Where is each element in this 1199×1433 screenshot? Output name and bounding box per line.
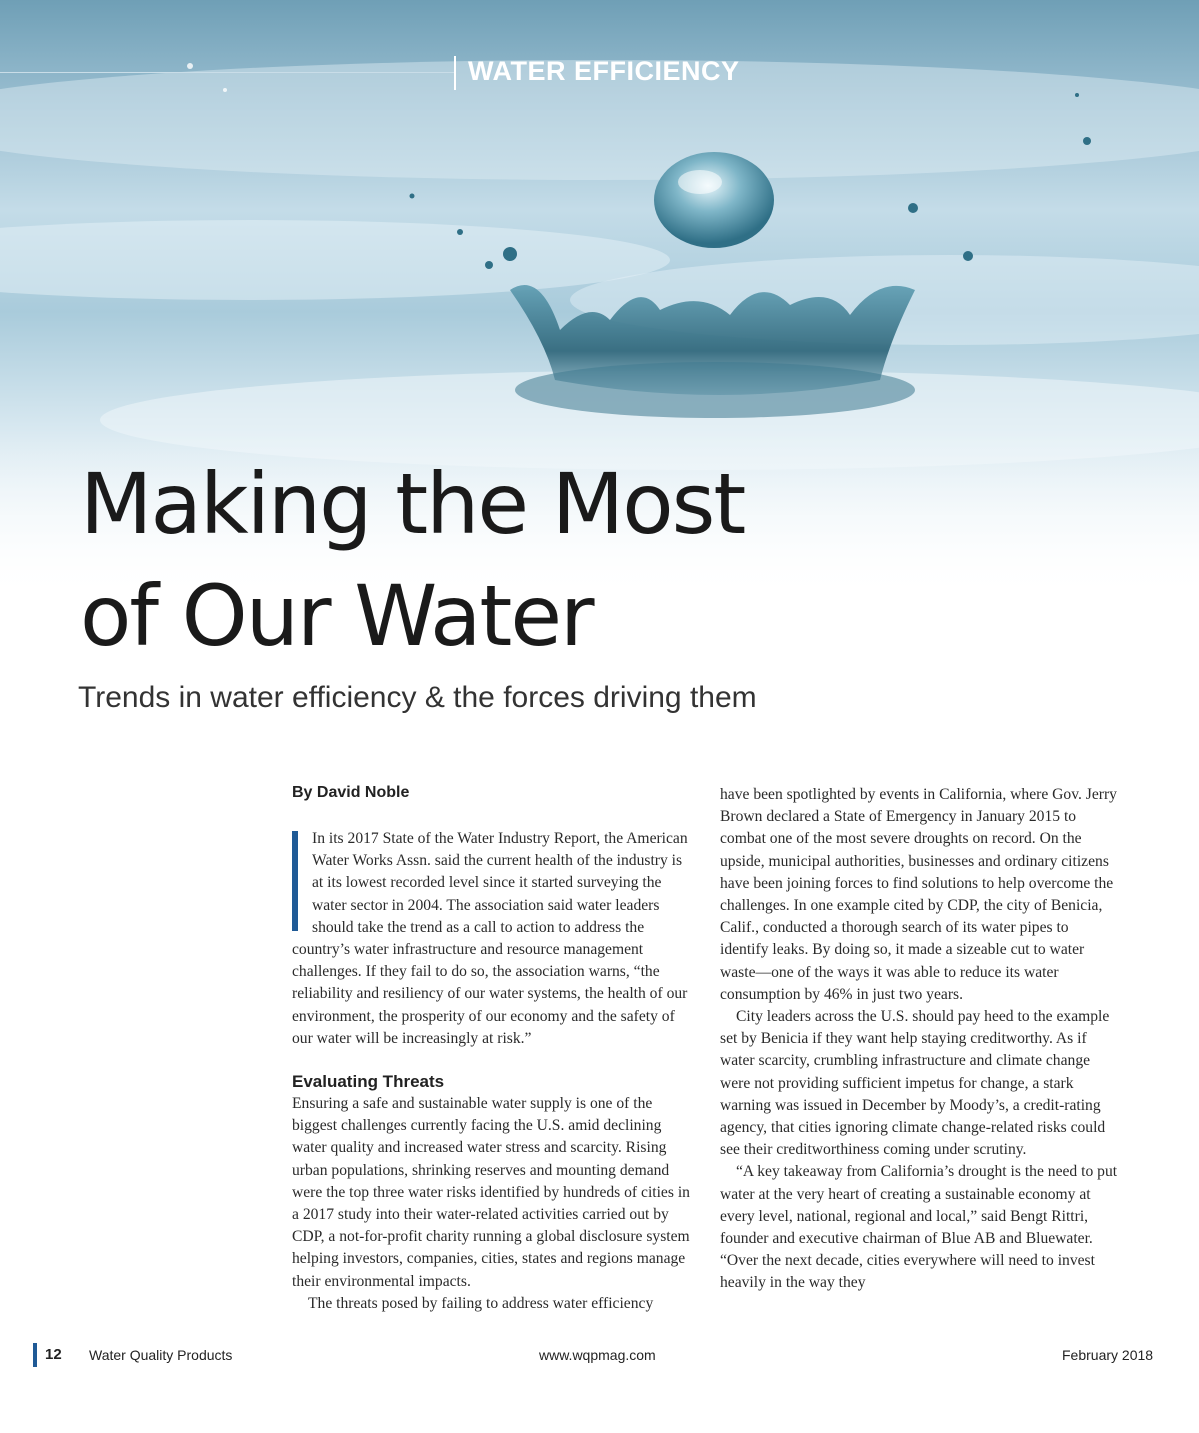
issue-date: February 2018 bbox=[1062, 1347, 1154, 1363]
magazine-url[interactable]: www.wqpmag.com bbox=[539, 1347, 656, 1363]
right-column bbox=[720, 784, 1120, 1295]
article-headline bbox=[80, 448, 744, 672]
headline-line-2: of Our Water bbox=[80, 567, 593, 665]
section-subheading: Evaluating Threats bbox=[292, 1072, 445, 1092]
byline: By David Noble bbox=[292, 784, 410, 801]
right-paragraph-1: have been spotlighted by events in California, where Gov. Jerry Brown declared a State of Emergency in January 2015 to combat one of the most severe droughts on record. On the upside, municipal authorities, businesses and ordinary citizens have been joining forces to find solutions to help overcome the challenges. In one example cited by CDP, the city of Benicia, Calif., conducted a thorough search of its water pipes to identify leaks. By doing so, it made a sizeable cut to water waste—one of the ways it was able to reduce its water consumption by 46% in just two years. bbox=[720, 786, 1117, 1003]
article-subhead: Trends in water efficiency & the forces driving them bbox=[78, 681, 757, 714]
right-paragraph-3: “A key takeaway from California’s drought is the need to put water at the very heart of creating a sustainable economy at every level, national, regional and local,” said Bengt Rittri, founder and executive chairman of Blue AB and Bluewater. “Over the next decade, cities everywhere will need to invest heavily in the way they bbox=[720, 1163, 1118, 1292]
magazine-name: Water Quality Products bbox=[89, 1347, 233, 1363]
threats-paragraph-1: Ensuring a safe and sustainable water supply is one of the biggest challenges currently facing the U.S. amid declining water quality and increased water stress and scarcity. Rising urban populations, shrinking reserves and mounting demand were the top three water risks identified by hundreds of cities in a 2017 study into their water-related activities carried out by CDP, a not-for-profit charity running a global disclosure system helping investors, companies, cities, states and regions manage their environmental impacts. bbox=[292, 1095, 690, 1290]
left-column bbox=[292, 828, 692, 1315]
section-label: WATER EFFICIENCY bbox=[468, 56, 740, 86]
section-header-divider bbox=[454, 56, 456, 90]
intro-paragraph: In its 2017 State of the Water Industry Report, the American Water Works Assn. said the current health of the industry is at its lowest recorded level since it started surveying the water sector in 2004. The association said water leaders should take the trend as a call to action to address the country’s water infrastructure and resource management challenges. If they fail to do so, the association warns, “the reliability and resiliency of our water systems, the health of our environment, the prosperity of our economy and the safety of our water will be increasingly at risk.” bbox=[292, 830, 688, 1047]
right-paragraph-2: City leaders across the U.S. should pay heed to the example set by Benicia if they want help staying creditworthy. As if water scarcity, crumbling infrastructure and climate change were not providing sufficient impetus for change, a stark warning was issued in December by Moody’s, a credit-rating agency, that cities ignoring climate change-related risks could see their creditworthiness coming under scrutiny. bbox=[720, 1008, 1110, 1159]
section-header-rule bbox=[0, 72, 455, 73]
page-number: 12 bbox=[45, 1346, 62, 1363]
threats-paragraph-2: The threats posed by failing to address water efficiency bbox=[308, 1294, 654, 1312]
headline-line-1: Making the Most bbox=[80, 455, 745, 553]
footer-accent-bar bbox=[33, 1343, 37, 1367]
drop-cap-bar bbox=[292, 831, 298, 931]
